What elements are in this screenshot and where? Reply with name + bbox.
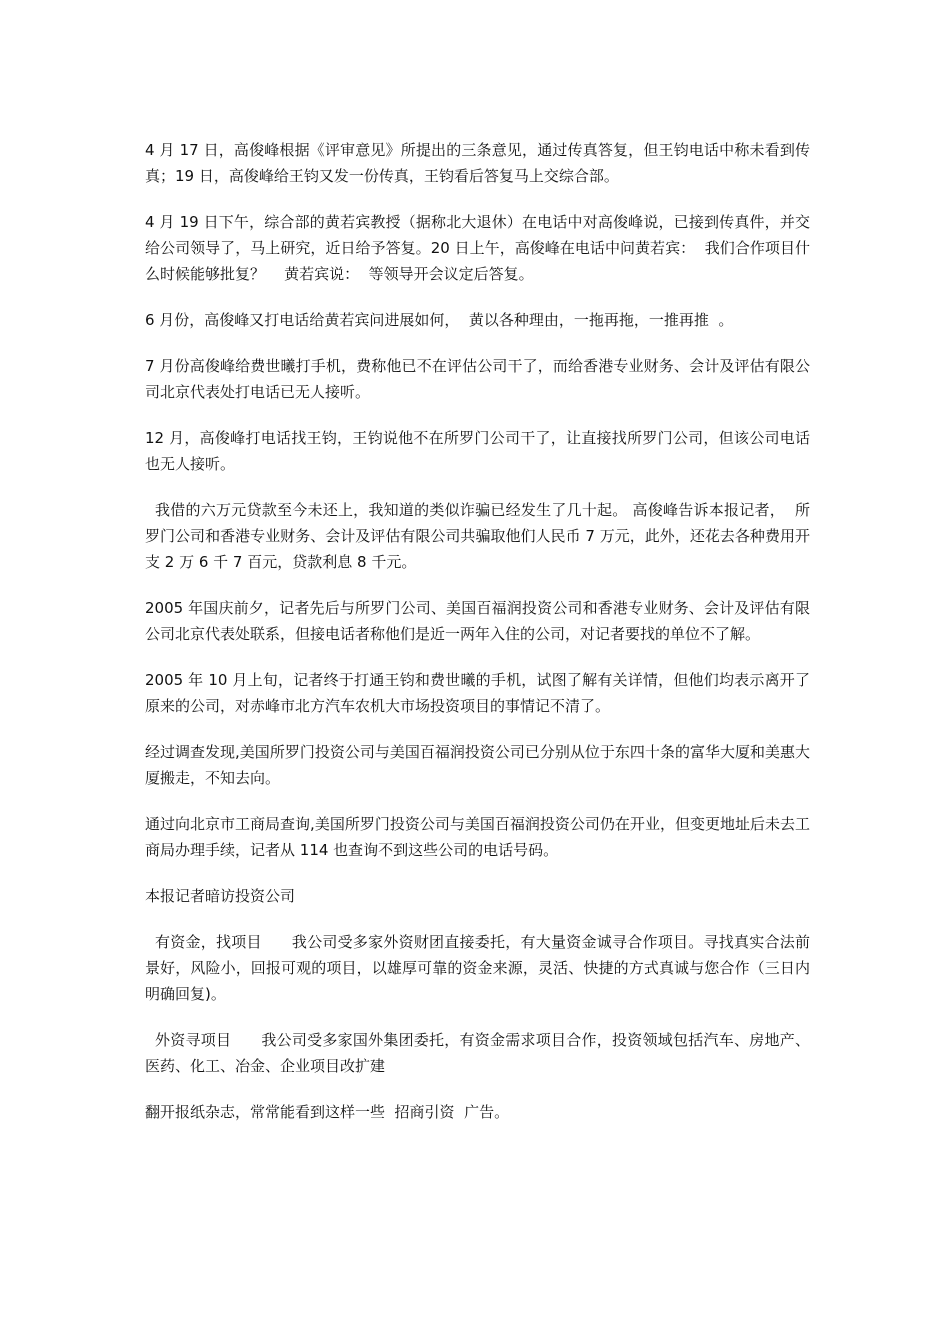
paragraph-april-19: 4 月 19 日下午，综合部的黄若宾教授（据称北大退休）在电话中对高俊峰说，已接到传真件，并交给公司领导了，马上研究，近日给予答复。20 日上午，高俊峰在电话中问黄若宾： 我们合作项目什么时候能够批复？ 黄若宾说： 等领导开会议定后答复。 (145, 213, 810, 283)
paragraph-april-17: 4 月 17 日，高俊峰根据《评审意见》所提出的三条意见，通过传真答复，但王钧电话中称未看到传真；19 日，高俊峰给王钧又发一份传真，王钧看后答复马上交综合部。 (145, 141, 810, 185)
paragraph-june: 6 月份，高俊峰又打电话给黄若宾问进展如何， 黄以各种理由，一拖再拖，一推再推 。 (145, 311, 734, 329)
paragraph-ad-funds: 有资金，找项目 我公司受多家外资财团直接委托，有大量资金诚寻合作项目。寻找真实合法前景好，风险小，回报可观的项目，以雄厚可靠的资金来源，灵活、快捷的方式真诚与您合作（三日内明确回复)。 (145, 933, 810, 1003)
paragraph-2005-october: 2005 年 10 月上旬，记者终于打通王钧和费世曦的手机，试图了解有关详情，但他们均表示离开了原来的公司，对赤峰市北方汽车农机大市场投资项目的事情记不清了。 (145, 671, 810, 715)
paragraph-newspaper-ads: 翻开报纸杂志，常常能看到这样一些 招商引资 广告。 (145, 1103, 510, 1121)
paragraph-investigation: 经过调查发现,美国所罗门投资公司与美国百福润投资公司已分别从位于东四十条的富华大厦和美惠大厦搬走，不知去向。 (145, 743, 810, 787)
paragraph-2005-national-day: 2005 年国庆前夕，记者先后与所罗门公司、美国百福润投资公司和香港专业财务、会计及评估有限公司北京代表处联系，但接电话者称他们是近一两年入住的公司，对记者要找的单位不了解。 (145, 599, 810, 643)
paragraph-december: 12 月，高俊峰打电话找王钧，王钧说他不在所罗门公司干了，让直接找所罗门公司，但该公司电话也无人接听。 (145, 429, 810, 473)
section-heading: 本报记者暗访投资公司 (145, 887, 296, 905)
document-body (145, 137, 810, 1145)
paragraph-loan-quote: 我借的六万元贷款至今未还上，我知道的类似诈骗已经发生了几十起。 高俊峰告诉本报记者， 所罗门公司和香港专业财务、会计及评估有限公司共骗取他们人民币 7 万元，此外，还花去各种费用开支 2 万 6 千 7 百元，贷款利息 8 千元。 (145, 501, 810, 571)
paragraph-business-bureau: 通过向北京市工商局查询,美国所罗门投资公司与美国百福润投资公司仍在开业，但变更地址后未去工商局办理手续，记者从 114 也查询不到这些公司的电话号码。 (145, 815, 810, 859)
paragraph-july: 7 月份高俊峰给费世曦打手机，费称他已不在评估公司干了，而给香港专业财务、会计及评估有限公司北京代表处打电话已无人接听。 (145, 357, 810, 401)
paragraph-ad-foreign: 外资寻项目 我公司受多家国外集团委托，有资金需求项目合作，投资领域包括汽车、房地产、医药、化工、冶金、企业项目改扩建 (145, 1031, 810, 1075)
